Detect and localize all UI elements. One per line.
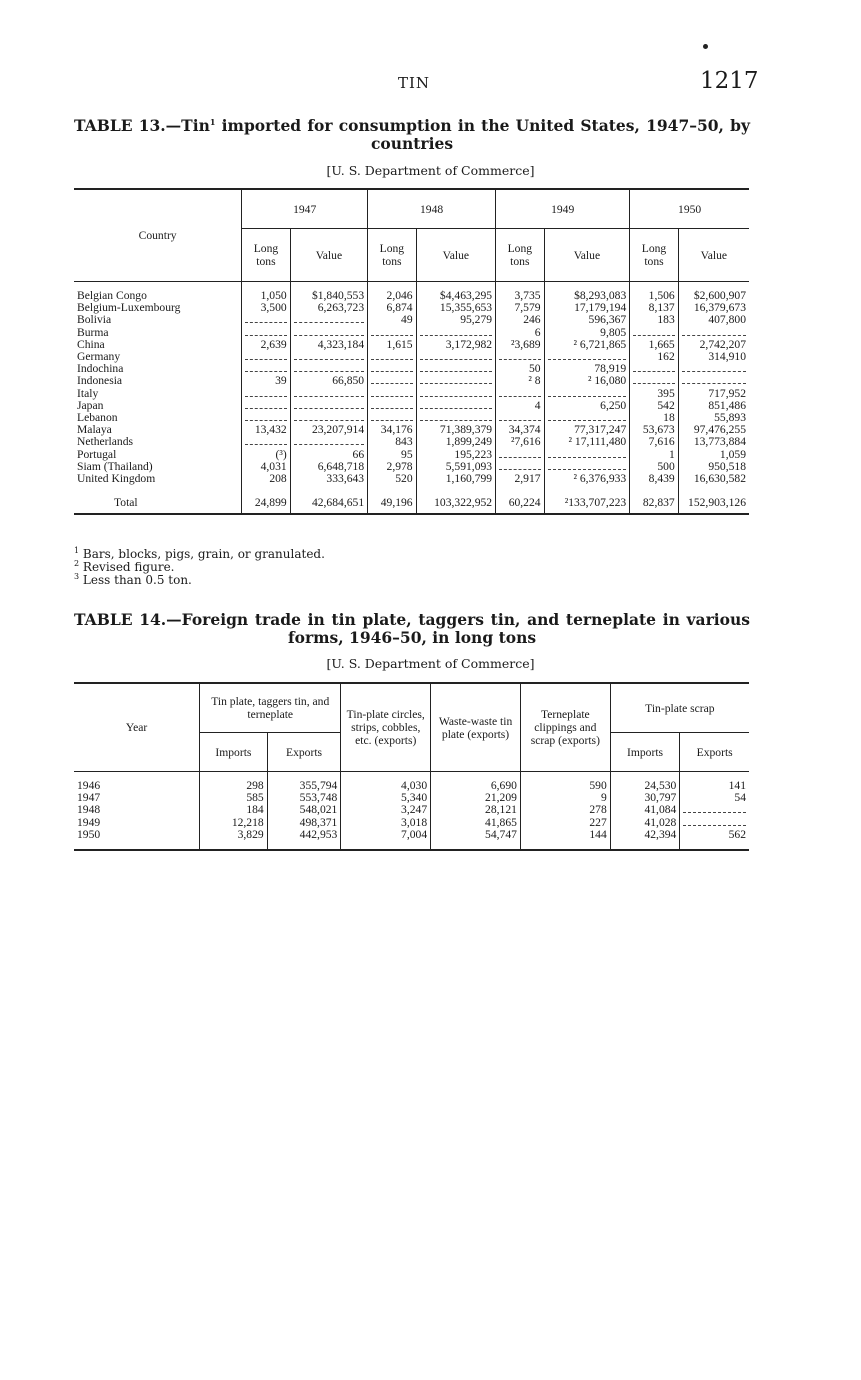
terneplate-header: Terneplate clippings and scrap (exports) [520,683,610,772]
table-cell [242,351,291,363]
table-cell: 6,250 [544,400,630,412]
table-cell: 9 [520,792,610,804]
table-cell [368,400,417,412]
table14-body [74,772,749,851]
table-cell: 2,046 [368,290,417,302]
country-name: Germany [77,350,121,364]
table-cell: 162 [630,351,679,363]
country-name: Belgian Congo [77,289,147,302]
table-cell: 2,742,207 [678,339,749,351]
dash-placeholder [371,413,413,421]
table-cell: 24,530 [610,780,680,792]
table-row [74,339,749,351]
table-cell: 542 [630,400,679,412]
table-cell: 23,207,914 [290,424,367,436]
table-cell: ² 6,721,865 [544,339,630,351]
dash-placeholder [420,364,492,372]
dash-placeholder [633,328,675,336]
dash-placeholder [245,389,287,397]
ink-dot [703,44,708,49]
table-cell: $4,463,295 [416,290,495,302]
dash-placeholder [499,389,541,397]
table-cell [242,436,291,448]
dash-placeholder [294,315,364,323]
table-cell: 21,209 [431,792,521,804]
table14-title-line2: forms, 1946–50, in long tons [287,628,537,647]
table-row [74,804,749,816]
table-row [74,375,749,387]
table-cell: 395 [630,388,679,400]
total-cell: ²133,707,223 [544,493,630,514]
table-cell: 3,500 [242,302,291,314]
country-name: Belgium-Luxembourg [77,301,181,315]
table-cell: 34,374 [496,424,545,436]
exports-header: Exports [680,733,749,772]
table-cell: 41,865 [431,817,521,829]
total-cell: 152,903,126 [678,493,749,514]
table-cell: 66 [290,449,367,461]
dash-placeholder [420,352,492,360]
table-cell: ² 16,080 [544,375,630,387]
table-cell [368,327,417,339]
table-cell: 562 [680,829,749,841]
dash-placeholder [294,352,364,360]
table-cell: 590 [520,780,610,792]
dash-placeholder [682,376,746,384]
dash-placeholder [371,376,413,384]
table-cell: 1,899,249 [416,436,495,448]
table-cell [242,327,291,339]
table-cell: ² 17,111,480 [544,436,630,448]
table-cell: 3,018 [341,817,431,829]
table-cell: 1,050 [242,290,291,302]
table-cell: 1,665 [630,339,679,351]
table-cell: 717,952 [678,388,749,400]
table-cell [416,400,495,412]
table-row [74,449,749,461]
table-cell [678,375,749,387]
imports-header: Imports [610,733,680,772]
table-cell: 141 [680,780,749,792]
table-cell [678,327,749,339]
table-cell: 7,004 [341,829,431,841]
table-cell: 851,486 [678,400,749,412]
table-cell: 71,389,379 [416,424,495,436]
table-row [74,817,749,829]
tinplate-group-header: Tin plate, taggers tin, and terneplate [200,683,341,733]
table14-title [74,611,750,647]
table-row [74,436,749,448]
table-cell [544,449,630,461]
table-cell: 208 [242,473,291,485]
dash-placeholder [371,352,413,360]
table-cell: 78,919 [544,363,630,375]
circles-header: Tin-plate circles, strips, cobbles, etc. (exports) [341,683,431,772]
table-cell [678,363,749,375]
table-cell: 278 [520,804,610,816]
table-cell [416,388,495,400]
table-cell [290,327,367,339]
total-cell: 24,899 [242,493,291,514]
year-header: 1947 [242,189,368,229]
scrap-group-header: Tin-plate scrap [610,683,749,733]
table14 [74,682,749,851]
table13-title-line2: countries [370,134,454,153]
country-name: Japan [77,398,104,412]
footnote-text: Bars, blocks, pigs, grain, or granulated. [82,547,325,561]
dash-placeholder [683,805,746,813]
table-cell: 500 [630,461,679,473]
year-header: Year [74,683,200,772]
dash-placeholder [420,413,492,421]
value-header: Value [290,229,367,282]
table-cell: 34,176 [368,424,417,436]
footnote-text: Revised figure. [82,560,175,574]
dash-placeholder [682,364,746,372]
year-cell: 1950 [77,827,101,841]
table-cell: 1,506 [630,290,679,302]
dash-placeholder [371,328,413,336]
dash-placeholder [499,352,541,360]
table-cell: ² 6,376,933 [544,473,630,485]
table-cell: 3,247 [341,804,431,816]
table-cell: 15,355,653 [416,302,495,314]
dash-placeholder [371,401,413,409]
table-cell: 246 [496,314,545,326]
dash-placeholder [683,818,746,826]
table13 [74,188,749,515]
table-cell [242,314,291,326]
year-cell: 1949 [77,815,101,829]
dash-placeholder [371,364,413,372]
table-cell: 66,850 [290,375,367,387]
long-tons-header: Long tons [630,229,679,282]
table-cell: 950,518 [678,461,749,473]
country-name: Indonesia [77,374,123,388]
table-cell: 4,031 [242,461,291,473]
table-cell: 13,432 [242,424,291,436]
table-cell: 49 [368,314,417,326]
running-head [0,68,861,96]
table-row [74,363,749,375]
table-cell [496,449,545,461]
table-cell: 6,648,718 [290,461,367,473]
table-cell [290,351,367,363]
table-cell: 18 [630,412,679,424]
total-cell: 49,196 [368,493,417,514]
country-header: Country [74,189,242,282]
table-cell: 30,797 [610,792,680,804]
year-cell: 1947 [77,791,101,805]
table-cell [544,388,630,400]
table-cell: 6,263,723 [290,302,367,314]
dash-placeholder [548,413,627,421]
table-cell: 4,323,184 [290,339,367,351]
table-cell: 8,137 [630,302,679,314]
table-cell: 1,615 [368,339,417,351]
waste-header: Waste-waste tin plate (exports) [431,683,521,772]
table-cell [416,327,495,339]
total-row [74,493,749,514]
table-cell: 13,773,884 [678,436,749,448]
table-cell [630,363,679,375]
dash-placeholder [633,364,675,372]
value-header: Value [544,229,630,282]
table-cell: 6 [496,327,545,339]
dash-placeholder [499,462,541,470]
table-cell [290,436,367,448]
table-cell: 1,059 [678,449,749,461]
table-cell: 12,218 [200,817,268,829]
table-cell [242,388,291,400]
year-cell: 1948 [77,803,101,817]
table-cell: 4 [496,400,545,412]
table-cell [368,388,417,400]
table-cell: ²3,689 [496,339,545,351]
table-cell: 3,735 [496,290,545,302]
value-header: Value [678,229,749,282]
table-cell: 5,591,093 [416,461,495,473]
year-cell: 1946 [77,779,101,792]
table-cell: 3,172,982 [416,339,495,351]
table-row [74,400,749,412]
table-cell [290,388,367,400]
table-row [74,473,749,485]
total-cell: 103,322,952 [416,493,495,514]
table-cell: 6,690 [431,780,521,792]
table-cell: 442,953 [267,829,341,841]
table-cell [368,375,417,387]
table-cell: 553,748 [267,792,341,804]
table-cell: ² 8 [496,375,545,387]
table-cell: 50 [496,363,545,375]
table-cell: 195,223 [416,449,495,461]
table-cell: 95,279 [416,314,495,326]
table-cell: 355,794 [267,780,341,792]
dash-placeholder [548,389,627,397]
country-name: Malaya [77,423,112,437]
table-cell: 585 [200,792,268,804]
dash-placeholder [245,364,287,372]
long-tons-header: Long tons [242,229,291,282]
table-row [74,829,749,841]
page-number: 1217 [700,68,759,94]
table-cell: 314,910 [678,351,749,363]
country-name: Netherlands [77,435,134,449]
table-cell [630,327,679,339]
running-title: TIN [398,74,431,92]
dash-placeholder [294,364,364,372]
table-cell: 7,616 [630,436,679,448]
table-cell: 16,379,673 [678,302,749,314]
table-cell: 144 [520,829,610,841]
table14-source: [U. S. Department of Commerce] [326,656,535,671]
dash-placeholder [420,389,492,397]
dash-placeholder [245,401,287,409]
country-name: Burma [77,325,109,339]
table-cell: 2,917 [496,473,545,485]
dash-placeholder [548,352,627,360]
table-cell: 184 [200,804,268,816]
table-cell: 8,439 [630,473,679,485]
dash-placeholder [294,401,364,409]
table-cell [290,314,367,326]
year-header: 1950 [630,189,749,229]
table-cell: 97,476,255 [678,424,749,436]
table-cell [368,351,417,363]
dash-placeholder [371,389,413,397]
table-cell [290,400,367,412]
table-cell: 548,021 [267,804,341,816]
value-header: Value [416,229,495,282]
table-cell: 55,893 [678,412,749,424]
table13-title [74,117,750,153]
table-cell: 183 [630,314,679,326]
table-cell: 7,579 [496,302,545,314]
country-name: United Kingdom [77,472,156,486]
dash-placeholder [245,352,287,360]
table-cell [680,804,749,816]
table-cell: 596,367 [544,314,630,326]
table-cell: 6,874 [368,302,417,314]
table-cell [368,363,417,375]
dash-placeholder [682,328,746,336]
table-cell [416,351,495,363]
imports-header: Imports [200,733,268,772]
country-name: Bolivia [77,313,112,327]
table-cell [416,363,495,375]
table-cell: 53,673 [630,424,679,436]
table-cell: 227 [520,817,610,829]
table-cell: $1,840,553 [290,290,367,302]
table-cell [630,375,679,387]
table-cell [680,817,749,829]
table13-source: [U. S. Department of Commerce] [326,163,535,178]
table-cell: 407,800 [678,314,749,326]
footnote-mark: 3 [74,572,80,581]
country-name: Italy [77,386,99,400]
dash-placeholder [294,413,364,421]
table-cell: 2,978 [368,461,417,473]
table-cell: ²7,616 [496,436,545,448]
table-cell: $2,600,907 [678,290,749,302]
table-row [74,314,749,326]
dash-placeholder [420,328,492,336]
table-cell: 333,643 [290,473,367,485]
long-tons-header: Long tons [368,229,417,282]
country-name: China [77,337,105,351]
table-cell: 41,084 [610,804,680,816]
dash-placeholder [499,413,541,421]
dash-placeholder [245,328,287,336]
table-cell: 77,317,247 [544,424,630,436]
table-row [74,327,749,339]
table-cell: 298 [200,780,268,792]
country-name: Siam (Thailand) [77,459,153,473]
table-cell: 54 [680,792,749,804]
table-cell: 41,028 [610,817,680,829]
dash-placeholder [499,450,541,458]
table-cell [416,375,495,387]
table-cell: 1,160,799 [416,473,495,485]
total-cell: 60,224 [496,493,545,514]
long-tons-header: Long tons [496,229,545,282]
dash-placeholder [548,462,627,470]
table-cell: (³) [242,449,291,461]
dash-placeholder [245,437,287,445]
table-cell: $8,293,083 [544,290,630,302]
dash-placeholder [420,376,492,384]
year-header: 1949 [496,189,630,229]
country-name: Portugal [77,447,117,461]
table-cell: 95 [368,449,417,461]
table-cell [242,400,291,412]
footnote-text: Less than 0.5 ton. [82,573,192,587]
total-cell: 82,837 [630,493,679,514]
table-cell: 520 [368,473,417,485]
footnote-mark: 1 [74,546,80,555]
footnote [74,574,325,587]
year-header: 1948 [368,189,496,229]
table14-title-line1: TABLE 14.—Foreign trade in tin plate, taggers tin, and terneplate in various [74,610,750,629]
table-cell: 42,394 [610,829,680,841]
total-label: Total [114,496,138,510]
table13-body [74,282,749,515]
dash-placeholder [294,389,364,397]
table-cell: 17,179,194 [544,302,630,314]
table-cell: 5,340 [341,792,431,804]
table-cell: 1 [630,449,679,461]
dash-placeholder [633,376,675,384]
table-cell: 3,829 [200,829,268,841]
table-cell: 498,371 [267,817,341,829]
table-row [74,351,749,363]
table-cell: 39 [242,375,291,387]
country-name: Lebanon [77,411,118,425]
table-cell [496,388,545,400]
table13-footnotes [74,548,325,587]
exports-header: Exports [267,733,341,772]
total-cell: 42,684,651 [290,493,367,514]
footnote-mark: 2 [74,559,80,568]
table-cell: 28,121 [431,804,521,816]
dash-placeholder [245,315,287,323]
table-cell: 16,630,582 [678,473,749,485]
dash-placeholder [245,413,287,421]
table-row [74,388,749,400]
dash-placeholder [548,450,627,458]
dash-placeholder [420,401,492,409]
table-cell: 54,747 [431,829,521,841]
table-cell: 9,805 [544,327,630,339]
table-cell: 843 [368,436,417,448]
table13-title-line1: TABLE 13.—Tin$^1$ imported for consumption in the United States, 1947–50, by [74,116,750,135]
table-cell: 4,030 [341,780,431,792]
dash-placeholder [294,328,364,336]
dash-placeholder [294,437,364,445]
table-cell: 2,639 [242,339,291,351]
country-name: Indochina [77,362,124,376]
